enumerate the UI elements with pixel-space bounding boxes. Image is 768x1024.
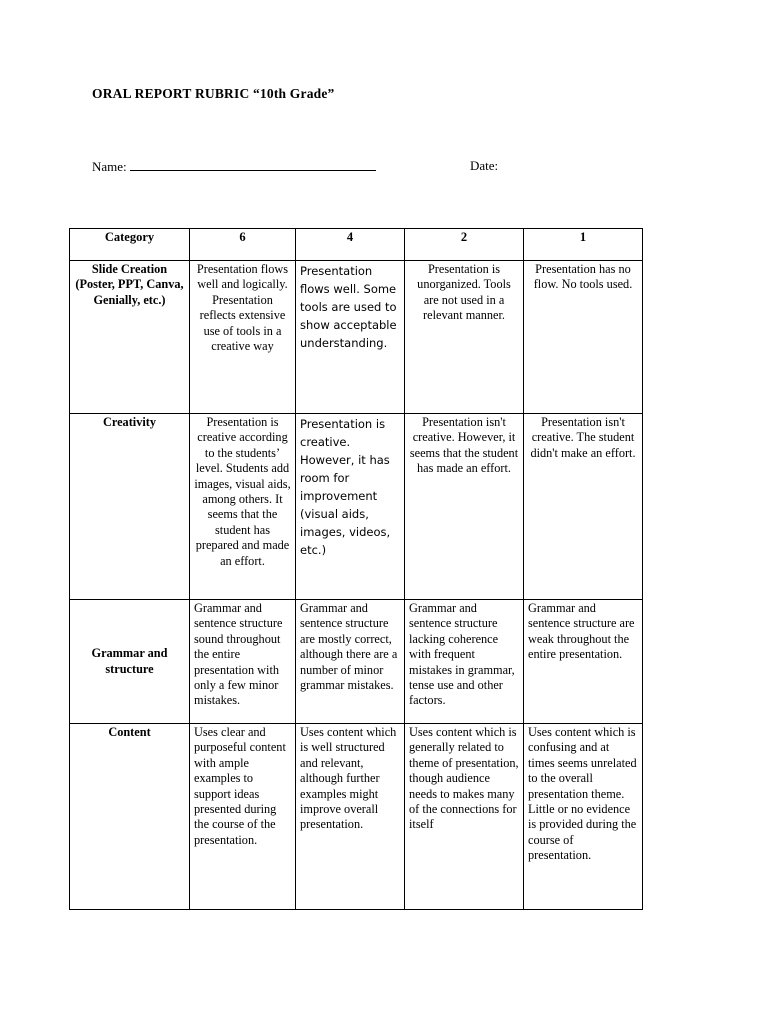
category-slide-creation: Slide Creation (Poster, PPT, Canva, Genially, etc.) [70,261,190,414]
cell-grammar-6: Grammar and sentence structure sound throughout the entire presentation with only a few minor mistakes. [190,600,296,724]
cell-content-2: Uses content which is generally related to theme of presentation, though audience needs to makes many of the connections for itself [405,724,524,910]
cell-creativity-6: Presentation is creative according to the students’ level. Students add images, visual aids, among others. It seems that the student has prepared and made an effort. [190,414,296,600]
category-grammar-structure: Grammar and structure [70,600,190,724]
table-row-creativity [70,414,643,600]
cell-grammar-2: Grammar and sentence structure lacking coherence with frequent mistakes in grammar, tense use and other factors. [405,600,524,724]
cell-creativity-4: Presentation is creative. However, it has room for improvement (visual aids, images, videos, etc.) [296,414,405,600]
cell-grammar-1: Grammar and sentence structure are weak throughout the entire presentation. [524,600,643,724]
header-score-4: 4 [296,229,405,261]
cell-slide-creation-6: Presentation flows well and logically. Presentation reflects extensive use of tools in a creative way [190,261,296,414]
document-title: ORAL REPORT RUBRIC “10th Grade” [92,86,335,101]
cell-creativity-1: Presentation isn't creative. The student didn't make an effort. [524,414,643,600]
table-header-row [70,229,643,261]
header-category: Category [70,229,190,261]
name-blank-line [130,158,376,171]
rubric-table [69,228,643,910]
header-score-2: 2 [405,229,524,261]
cell-grammar-4: Grammar and sentence structure are mostly correct, although there are a number of minor grammar mistakes. [296,600,405,724]
cell-content-6: Uses clear and purposeful content with ample examples to support ideas presented during the course of the presentation. [190,724,296,910]
header-score-1: 1 [524,229,643,261]
cell-slide-creation-4: Presentation flows well. Some tools are used to show acceptable understanding. [296,261,405,414]
date-label: Date: [470,158,499,173]
cell-content-4: Uses content which is well structured and relevant, although further examples might improve overall presentation. [296,724,405,910]
cell-creativity-2: Presentation isn't creative. However, it seems that the student has made an effort. [405,414,524,600]
name-label: Name: [92,159,127,174]
table-row-content [70,724,643,910]
category-creativity: Creativity [70,414,190,600]
cell-slide-creation-1: Presentation has no flow. No tools used. [524,261,643,414]
cell-slide-creation-2: Presentation is unorganized. Tools are not used in a relevant manner. [405,261,524,414]
name-field [92,158,376,175]
category-content: Content [70,724,190,910]
header-score-6: 6 [190,229,296,261]
table-row-slide-creation [70,261,643,414]
cell-content-1: Uses content which is confusing and at times seems unrelated to the overall presentation theme. Little or no evidence is provided during the course of presentation. [524,724,643,910]
table-row-grammar [70,600,643,724]
